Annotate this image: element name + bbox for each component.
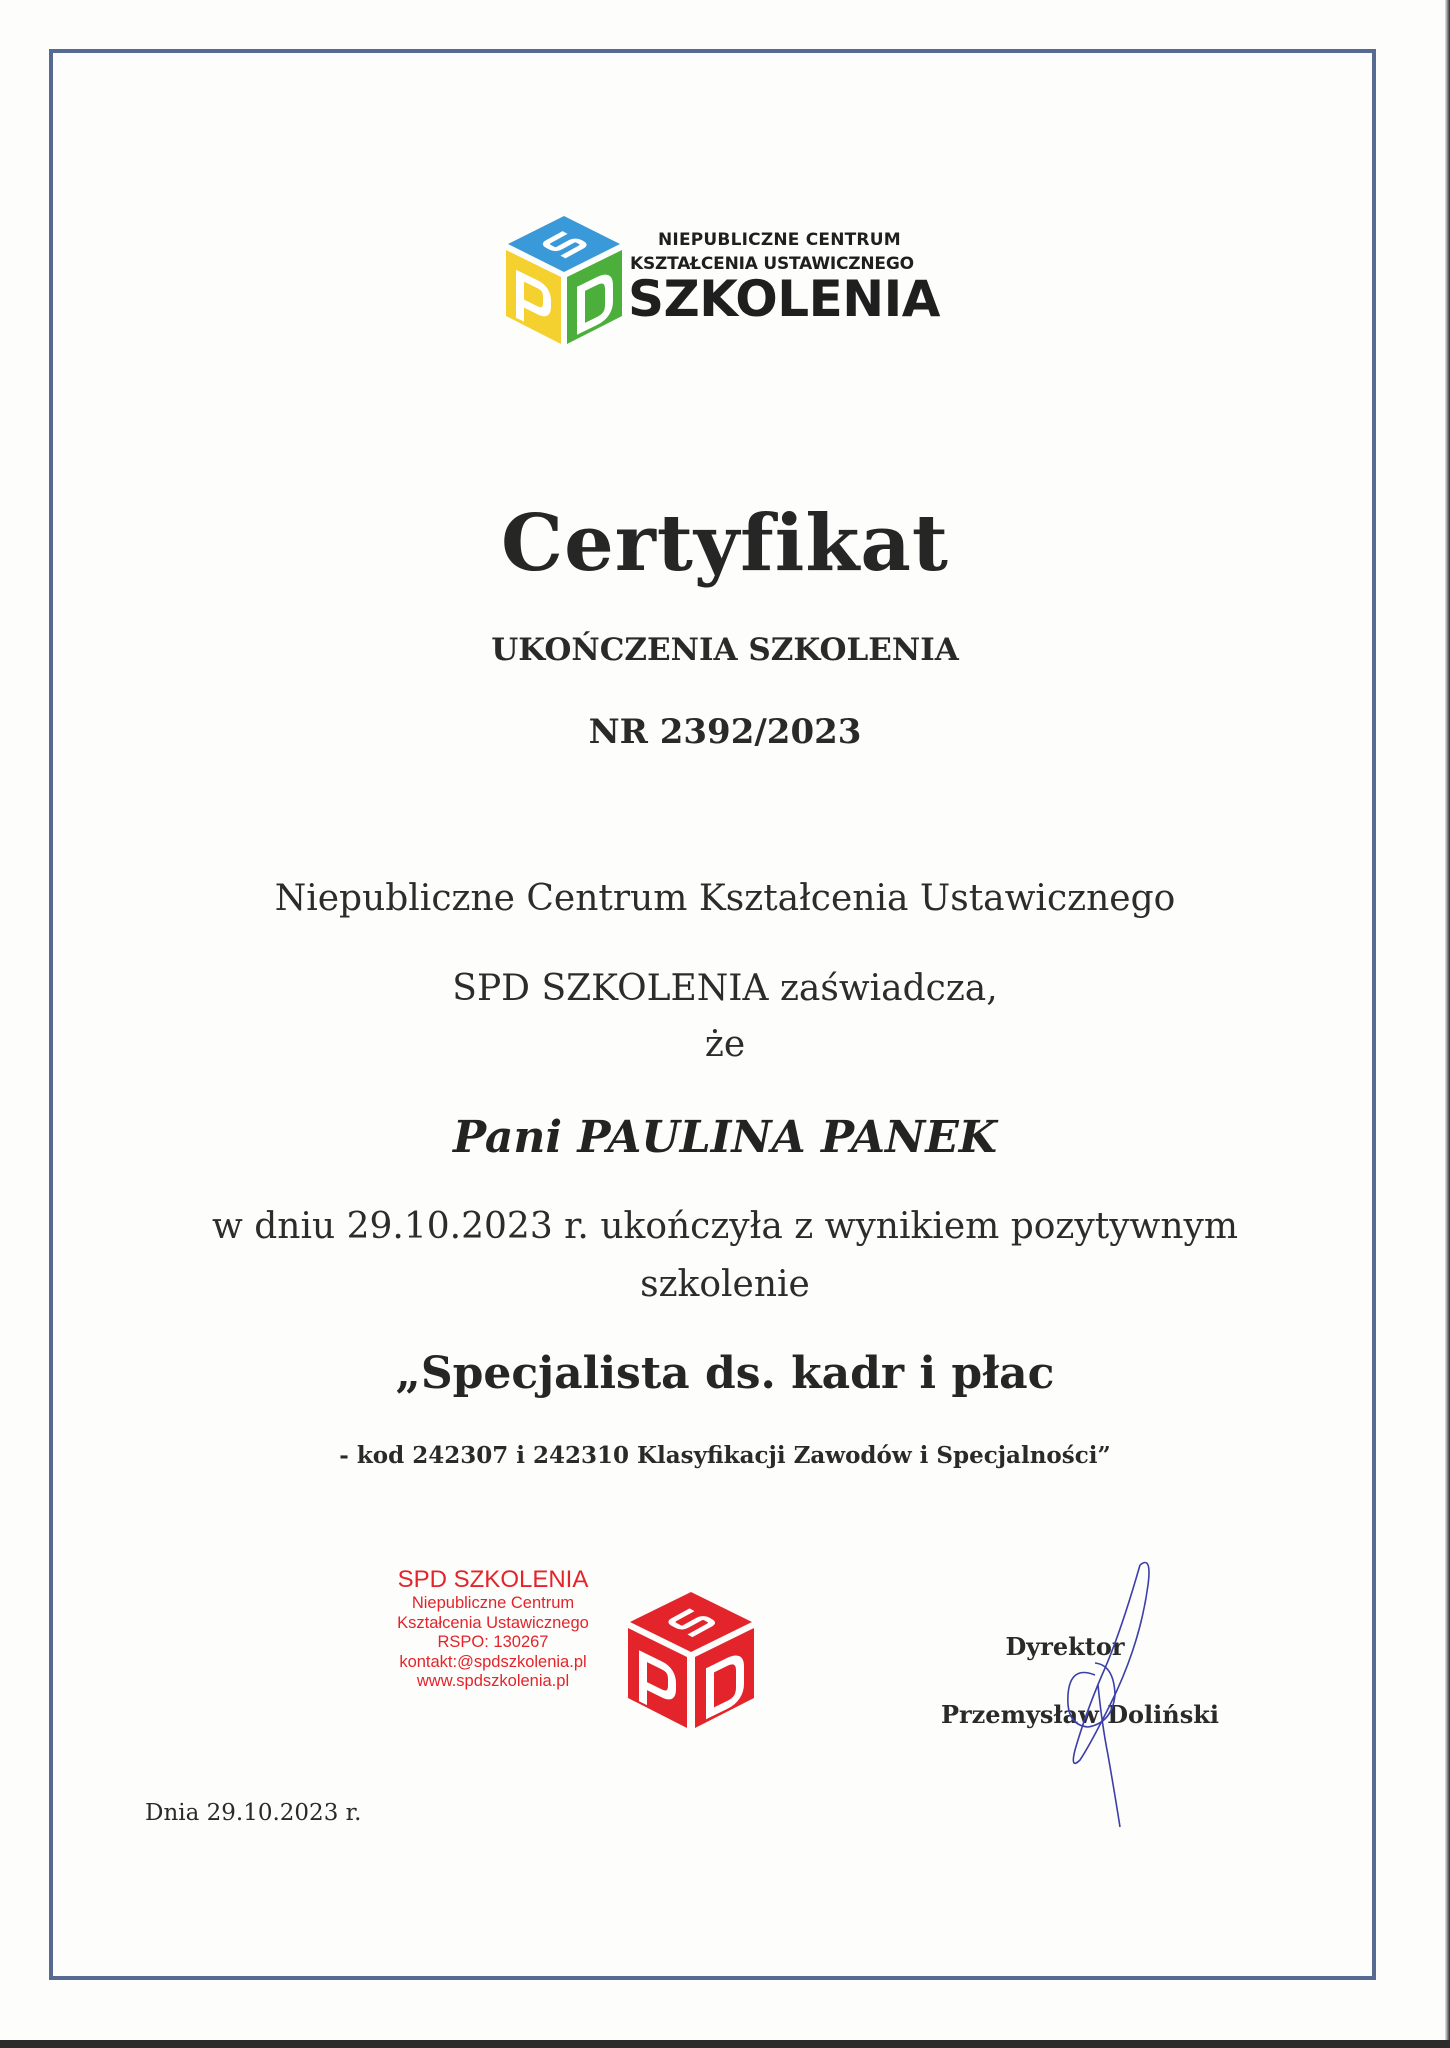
course-name: „Specjalista ds. kadr i płac [395, 1348, 1055, 1399]
logo-line-1: NIEPUBLICZNE CENTRUM [658, 230, 901, 250]
recipient-name: Pani PAULINA PANEK [452, 1112, 998, 1163]
signature-role: Dyrektor [1005, 1632, 1125, 1661]
certificate-title: Certyfikat [501, 498, 949, 589]
institution-line: Niepubliczne Centrum Kształcenia Ustawicznego [274, 878, 1176, 919]
stamp-line: Kształcenia Ustawicznego [397, 1613, 589, 1632]
completion-line: w dniu 29.10.2023 r. ukończyła z wynikiem pozytywnym [211, 1206, 1239, 1247]
logo-line-3: SZKOLENIA [628, 270, 940, 328]
stamp-line: www.spdszkolenia.pl [416, 1672, 570, 1690]
certificate-number: NR 2392/2023 [588, 712, 862, 752]
course-code: - kod 242307 i 242310 Klasyfikacji Zawodów i Specjalności” [339, 1442, 1111, 1469]
stamp-line: kontakt:@spdszkolenia.pl [399, 1652, 587, 1671]
scan-edge-bottom [0, 2040, 1450, 2048]
signature-name: Przemysław Doliński [940, 1700, 1219, 1729]
spd-cube-icon [504, 214, 624, 346]
training-word: szkolenie [640, 1264, 810, 1305]
attests-line: SPD SZKOLENIA zaświadcza, [452, 968, 998, 1009]
stamp-text [368, 1566, 618, 1692]
handwritten-signature-icon [1040, 1555, 1160, 1830]
logo-line-2: KSZTAŁCENIA USTAWICZNEGO [630, 254, 914, 274]
spd-cube-stamp-icon [626, 1590, 756, 1730]
stamp-title: SPD SZKOLENIA [397, 1566, 589, 1593]
that-line: że [704, 1024, 746, 1065]
institution-logo [500, 212, 940, 347]
institution-stamp [368, 1566, 768, 1736]
issue-date: Dnia 29.10.2023 r. [145, 1800, 362, 1826]
stamp-line: RSPO: 130267 [437, 1633, 549, 1651]
certificate-subtitle: UKOŃCZENIA SZKOLENIA [491, 632, 959, 668]
stamp-line: Niepubliczne Centrum [411, 1594, 575, 1612]
